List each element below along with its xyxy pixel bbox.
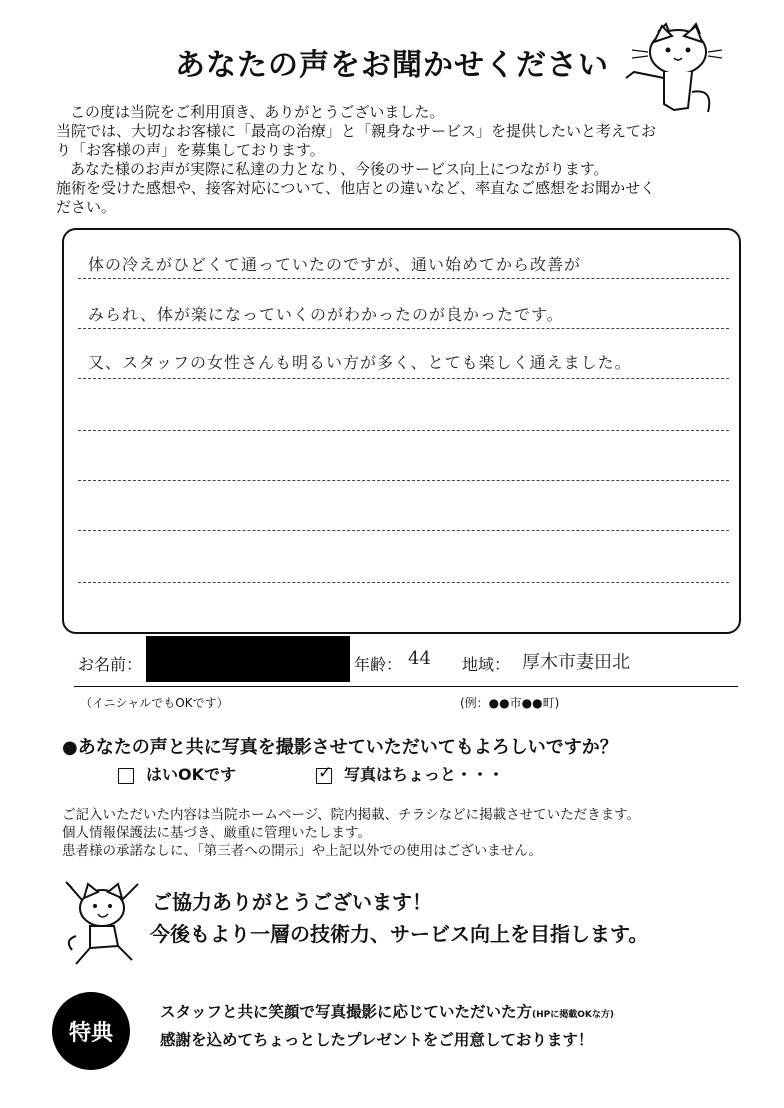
photo-no-option[interactable] [316,762,504,785]
disclaimer-line: 個人情報保護法に基づき、厳重に管理いたします。 [62,825,371,841]
benefit-line: 感謝を込めてちょっとしたプレゼントをご用意しております！ [160,1031,594,1049]
benefit-line: スタッフと共に笑顔で写真撮影に応じていただいた方 [160,1003,533,1021]
benefit-note: (HPに掲載OKな方) [532,1010,614,1020]
intro-line: り「お客様の声」を募集しております。 [56,141,325,159]
ruled-line [78,328,729,329]
ruled-line [78,378,729,379]
benefit-text [160,1000,614,1053]
disclaimer [62,806,762,860]
benefit-badge: 特典 [52,992,130,1070]
page-title: あなたの声をお聞かせください [175,48,609,83]
ruled-line [78,480,729,481]
no-label: 写真はちょっと・・・ [344,765,505,784]
comment-box[interactable] [62,228,741,634]
ruled-line [78,582,729,583]
photo-question: ●あなたの声と共に写真を撮影させていただいてもよろしいですか？ [62,737,618,758]
intro-line: 施術を受けた感想や、接客対応について、他店との違いなど、率直なご感想をお聞かせく [56,179,656,197]
thanks-line: ご協力ありがとうございます！ [152,890,432,914]
intro-line: あなた様のお声が実際に私達の力となり、今後のサービス向上につながります。 [70,160,609,178]
ruled-line [78,278,729,279]
no-checkbox[interactable] [316,768,332,784]
intro-line: この度は当院をご利用頂き、ありがとうございました。 [70,103,445,121]
info-row [74,630,738,687]
yes-checkbox[interactable] [118,768,134,784]
comment-line: 又、スタッフの女性さんも明るい方が多く、とても楽しく通えました。 [88,353,632,372]
comment-line: 体の冷えがひどくて通っていたのですが、通い始めてから改善が [88,255,582,274]
region-note: (例：●●市●●町) [460,696,560,710]
disclaimer-line: ご記入いただいた内容は当院ホームページ、院内掲載、チラシなどに掲載させていただきます。 [62,807,641,823]
name-redacted [146,636,350,682]
age-value[interactable]: 44 [408,648,431,669]
photo-yes-option[interactable] [118,762,236,785]
comment-line: みられ、体が楽になっていくのがわかったのが良かったです。 [88,305,564,324]
disclaimer-line: 患者様の承諾なしに、「第三者への開示」や上記以外での使用はございません。 [62,843,543,859]
name-label: お名前： [78,655,143,674]
age-label: 年齢： [354,655,403,674]
yes-label: はいOKです [146,765,237,784]
ruled-line [78,430,729,431]
thanks-message [152,886,648,950]
intro-line: ださい。 [56,198,117,216]
thanks-line: 今後もより一層の技術力、サービス向上を目指します。 [150,922,649,946]
region-value[interactable]: 厚木市妻田北 [522,652,630,673]
intro-text [56,103,746,217]
region-label: 地域： [462,655,511,674]
ruled-line [78,530,729,531]
intro-line: 当院では、大切なお客様に「最高の治療」と「親身なサービス」を提供したいと考えてお [56,122,657,140]
name-note: （イニシャルでもOKです） [80,696,229,710]
dancing-cat-icon [62,878,148,974]
